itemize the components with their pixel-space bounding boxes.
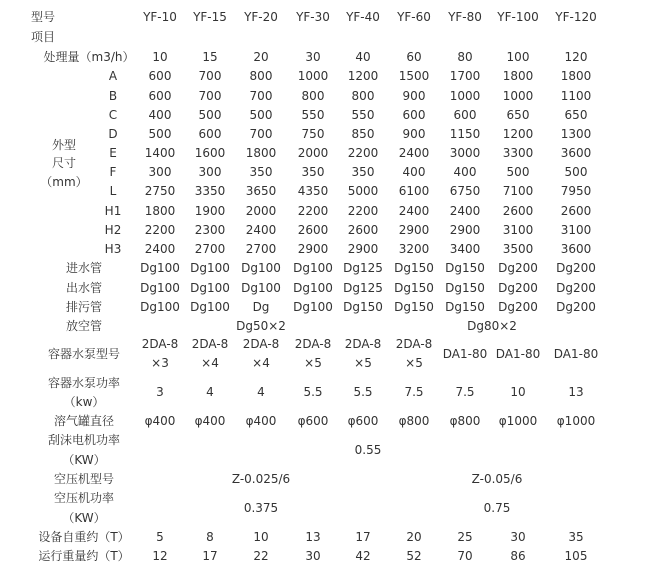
- model-name: YF-15: [193, 10, 227, 24]
- pipe-value: Dg150: [445, 281, 485, 295]
- dimension-value: 550: [351, 108, 375, 122]
- dimension-value: 1900: [194, 204, 226, 218]
- dimension-value: 2900: [398, 223, 430, 237]
- dimension-value: 2600: [347, 223, 379, 237]
- dimension-value: 350: [351, 165, 375, 179]
- pipe-value: Dg150: [343, 300, 383, 314]
- vent-pipe-label: 放空管: [65, 319, 103, 333]
- dimension-row-label: H3: [104, 242, 122, 256]
- pipe-value: Dg125: [343, 261, 383, 275]
- pump-model-qty: ×4: [252, 356, 270, 370]
- self-weight-value: 30: [510, 530, 526, 544]
- dimension-value: 1800: [560, 69, 592, 83]
- dimension-value: 2700: [194, 242, 226, 256]
- run-weight-value: 22: [253, 549, 269, 563]
- dimension-row-label: C: [108, 108, 118, 122]
- dimension-value: 3400: [449, 242, 481, 256]
- pipe-value: Dg150: [394, 300, 434, 314]
- pump-model-label: 容器水泵型号: [47, 347, 121, 361]
- dimension-value: 1200: [347, 69, 379, 83]
- self-weight-value: 35: [568, 530, 584, 544]
- dimension-value: 400: [148, 108, 172, 122]
- pipe-value: Dg200: [556, 300, 596, 314]
- dimension-value: 800: [351, 89, 375, 103]
- model-name: YF-100: [497, 10, 539, 24]
- pipe-row-label: 出水管: [65, 281, 103, 295]
- dimension-value: 750: [301, 127, 325, 141]
- capacity-value: 60: [406, 50, 422, 64]
- dimension-row-label: A: [108, 69, 118, 83]
- tank-diameter-value: φ600: [297, 414, 329, 428]
- pipe-value: Dg100: [140, 300, 180, 314]
- pipe-value: Dg200: [556, 261, 596, 275]
- pipe-value: Dg200: [498, 300, 538, 314]
- dimension-value: 1800: [144, 204, 176, 218]
- dimension-value: 600: [402, 108, 426, 122]
- dimension-value: 2300: [194, 223, 226, 237]
- dimension-value: 3300: [502, 146, 534, 160]
- dimension-value: 2900: [297, 242, 329, 256]
- dimension-value: 350: [249, 165, 273, 179]
- pump-model-value: DA1-80: [495, 347, 541, 361]
- dimension-value: 850: [351, 127, 375, 141]
- dimension-value: 3350: [194, 184, 226, 198]
- compressor-model-value: Z-0.05/6: [471, 472, 523, 486]
- pipe-value: Dg100: [190, 281, 230, 295]
- capacity-label: 处理量（m3/h）: [43, 50, 135, 64]
- pipe-value: Dg200: [556, 281, 596, 295]
- pipe-value: Dg100: [293, 281, 333, 295]
- self-weight-value: 13: [305, 530, 321, 544]
- dimension-value: 3100: [502, 223, 534, 237]
- pump-model-qty: ×5: [405, 356, 423, 370]
- dimension-value: 600: [453, 108, 477, 122]
- dimension-value: 2400: [245, 223, 277, 237]
- self-weight-value: 8: [206, 530, 214, 544]
- dimension-row-label: F: [109, 165, 117, 179]
- capacity-value: 100: [506, 50, 530, 64]
- pump-model-value: 2DA-8: [344, 337, 382, 351]
- capacity-value: 40: [355, 50, 371, 64]
- model-name: YF-80: [448, 10, 482, 24]
- run-weight-value: 105: [564, 549, 588, 563]
- pipe-value: Dg150: [445, 261, 485, 275]
- tank-diameter-value: φ400: [194, 414, 226, 428]
- capacity-value: 10: [152, 50, 168, 64]
- pipe-value: Dg150: [394, 261, 434, 275]
- dimension-value: 3600: [560, 146, 592, 160]
- dimension-value: 5000: [347, 184, 379, 198]
- pump-model-value: DA1-80: [553, 347, 599, 361]
- pump-model-qty: ×5: [304, 356, 322, 370]
- dimension-value: 1000: [297, 69, 329, 83]
- run-weight-value: 17: [202, 549, 218, 563]
- dimension-value: 600: [198, 127, 222, 141]
- dimension-value: 900: [402, 127, 426, 141]
- pump-power-value: 7.5: [455, 385, 475, 399]
- dimension-row-label: B: [108, 89, 118, 103]
- dimension-value: 550: [301, 108, 325, 122]
- compressor-model-label: 空压机型号: [53, 472, 115, 486]
- dimension-value: 3650: [245, 184, 277, 198]
- model-header-label: 型号: [31, 10, 56, 24]
- dimension-value: 400: [402, 165, 426, 179]
- model-name: YF-120: [555, 10, 597, 24]
- compressor-power-unit: （KW）: [62, 511, 106, 525]
- scraper-power-unit: （KW）: [62, 453, 106, 467]
- vent-pipe-value: Dg80×2: [467, 319, 517, 333]
- tank-diameter-value: φ400: [144, 414, 176, 428]
- dimension-value: 300: [148, 165, 172, 179]
- dimension-value: 3500: [502, 242, 534, 256]
- dimension-value: 1600: [194, 146, 226, 160]
- dimension-value: 800: [249, 69, 273, 83]
- pipe-value: Dg125: [343, 281, 383, 295]
- dimension-value: 3600: [560, 242, 592, 256]
- pipe-value: Dg100: [293, 261, 333, 275]
- dimension-value: 1800: [502, 69, 534, 83]
- run-weight-value: 70: [457, 549, 473, 563]
- dimension-value: 500: [506, 165, 530, 179]
- dimension-value: 2200: [347, 146, 379, 160]
- capacity-value: 120: [564, 50, 588, 64]
- dimension-value: 1800: [245, 146, 277, 160]
- pump-model-qty: ×4: [201, 356, 219, 370]
- dimension-row-label: H2: [104, 223, 122, 237]
- self-weight-value: 5: [156, 530, 164, 544]
- pump-model-value: 2DA-8: [141, 337, 179, 351]
- dimension-value: 600: [148, 69, 172, 83]
- run-weight-value: 86: [510, 549, 526, 563]
- capacity-value: 80: [457, 50, 473, 64]
- dimension-row-label: H1: [104, 204, 122, 218]
- pipe-value: Dg100: [241, 281, 281, 295]
- run-weight-value: 42: [355, 549, 371, 563]
- pump-power-value: 4: [257, 385, 265, 399]
- dimension-value: 2600: [560, 204, 592, 218]
- dimension-value: 1000: [502, 89, 534, 103]
- dimension-value: 800: [301, 89, 325, 103]
- pipe-value: Dg100: [293, 300, 333, 314]
- dimension-value: 500: [198, 108, 222, 122]
- dimension-value: 2600: [502, 204, 534, 218]
- dimension-value: 1700: [449, 69, 481, 83]
- dimension-value: 3100: [560, 223, 592, 237]
- pump-power-value: 3: [156, 385, 164, 399]
- run-weight-value: 30: [305, 549, 321, 563]
- model-name: YF-20: [244, 10, 278, 24]
- dimension-value: 2200: [144, 223, 176, 237]
- pump-model-value: 2DA-8: [191, 337, 229, 351]
- dimension-value: 2400: [398, 146, 430, 160]
- pump-power-label: 容器水泵功率: [47, 376, 121, 390]
- compressor-power-label: 空压机功率: [53, 491, 115, 505]
- dimension-value: 600: [148, 89, 172, 103]
- dimension-value: 2900: [347, 242, 379, 256]
- self-weight-value: 20: [406, 530, 422, 544]
- tank-diameter-value: φ800: [449, 414, 481, 428]
- run-weight-label: 运行重量约（T）: [38, 549, 130, 563]
- vent-pipe-value: Dg50×2: [236, 319, 286, 333]
- capacity-value: 30: [305, 50, 321, 64]
- dimension-value: 700: [198, 89, 222, 103]
- pump-power-value: 4: [206, 385, 214, 399]
- tank-diameter-value: φ600: [347, 414, 379, 428]
- pipe-value: Dg100: [190, 300, 230, 314]
- pump-power-value: 5.5: [303, 385, 323, 399]
- dimension-value: 7100: [502, 184, 534, 198]
- pipe-row-label: 排污管: [65, 300, 103, 314]
- dimension-row-label: D: [108, 127, 118, 141]
- dimension-value: 1300: [560, 127, 592, 141]
- dimension-value: 2750: [144, 184, 176, 198]
- pump-model-value: 2DA-8: [395, 337, 433, 351]
- dimension-group-label: 尺寸: [51, 156, 77, 170]
- tank-diameter-value: φ1000: [498, 414, 538, 428]
- dimension-value: 2400: [144, 242, 176, 256]
- tank-diameter-label: 溶气罐直径: [53, 414, 115, 428]
- scraper-power-value: 0.55: [354, 443, 382, 457]
- pipe-row-label: 进水管: [65, 261, 103, 275]
- dimension-value: 1150: [449, 127, 481, 141]
- dimension-value: 1100: [560, 89, 592, 103]
- dimension-value: 350: [301, 165, 325, 179]
- dimension-value: 7950: [560, 184, 592, 198]
- item-header-label: 项目: [31, 30, 56, 44]
- dimension-value: 3000: [449, 146, 481, 160]
- pipe-value: Dg: [252, 300, 270, 314]
- pipe-value: Dg100: [140, 261, 180, 275]
- tank-diameter-value: φ400: [245, 414, 277, 428]
- dimension-value: 2400: [398, 204, 430, 218]
- tank-diameter-value: φ1000: [556, 414, 596, 428]
- dimension-value: 1000: [449, 89, 481, 103]
- dimension-value: 2900: [449, 223, 481, 237]
- model-name: YF-60: [397, 10, 431, 24]
- dimension-value: 1500: [398, 69, 430, 83]
- dimension-group-unit: （mm）: [40, 175, 88, 189]
- pipe-value: Dg200: [498, 261, 538, 275]
- pump-power-unit: （kw）: [63, 395, 105, 409]
- capacity-value: 15: [202, 50, 218, 64]
- dimension-value: 2200: [297, 204, 329, 218]
- pump-model-value: 2DA-8: [242, 337, 280, 351]
- compressor-model-value: Z-0.025/6: [231, 472, 291, 486]
- pipe-value: Dg100: [241, 261, 281, 275]
- pipe-value: Dg150: [445, 300, 485, 314]
- pipe-value: Dg100: [190, 261, 230, 275]
- dimension-value: 650: [506, 108, 530, 122]
- scraper-power-label: 刮沫电机功率: [47, 433, 121, 447]
- dimension-value: 1400: [144, 146, 176, 160]
- tank-diameter-value: φ800: [398, 414, 430, 428]
- dimension-value: 700: [249, 89, 273, 103]
- dimension-value: 2200: [347, 204, 379, 218]
- model-name: YF-10: [143, 10, 177, 24]
- dimension-value: 2000: [245, 204, 277, 218]
- dimension-value: 2000: [297, 146, 329, 160]
- run-weight-value: 52: [406, 549, 422, 563]
- dimension-value: 500: [564, 165, 588, 179]
- dimension-value: 2600: [297, 223, 329, 237]
- dimension-value: 2700: [245, 242, 277, 256]
- pump-model-value: DA1-80: [442, 347, 488, 361]
- pipe-value: Dg100: [140, 281, 180, 295]
- self-weight-value: 17: [355, 530, 371, 544]
- model-name: YF-30: [296, 10, 330, 24]
- dimension-row-label: E: [109, 146, 117, 160]
- self-weight-value: 25: [457, 530, 473, 544]
- dimension-value: 500: [148, 127, 172, 141]
- dimension-row-label: L: [109, 184, 117, 198]
- dimension-value: 650: [564, 108, 588, 122]
- dimension-group-label: 外型: [51, 138, 77, 152]
- dimension-value: 6100: [398, 184, 430, 198]
- dimension-value: 1200: [502, 127, 534, 141]
- pump-power-value: 7.5: [404, 385, 424, 399]
- pump-power-value: 5.5: [353, 385, 373, 399]
- dimension-value: 700: [198, 69, 222, 83]
- capacity-value: 20: [253, 50, 269, 64]
- dimension-value: 400: [453, 165, 477, 179]
- pump-model-value: 2DA-8: [294, 337, 332, 351]
- pump-power-value: 13: [568, 385, 584, 399]
- pump-model-qty: ×3: [151, 356, 169, 370]
- compressor-power-value: 0.375: [243, 501, 279, 515]
- dimension-value: 2400: [449, 204, 481, 218]
- pipe-value: Dg150: [394, 281, 434, 295]
- self-weight-label: 设备自重约（T）: [38, 530, 130, 544]
- dimension-value: 3200: [398, 242, 430, 256]
- dimension-value: 4350: [297, 184, 329, 198]
- dimension-value: 6750: [449, 184, 481, 198]
- dimension-value: 900: [402, 89, 426, 103]
- dimension-value: 300: [198, 165, 222, 179]
- dimension-value: 700: [249, 127, 273, 141]
- pipe-value: Dg200: [498, 281, 538, 295]
- run-weight-value: 12: [152, 549, 168, 563]
- pump-power-value: 10: [510, 385, 526, 399]
- model-name: YF-40: [346, 10, 380, 24]
- self-weight-value: 10: [253, 530, 269, 544]
- dimension-value: 500: [249, 108, 273, 122]
- compressor-power-value: 0.75: [483, 501, 511, 515]
- pump-model-qty: ×5: [354, 356, 372, 370]
